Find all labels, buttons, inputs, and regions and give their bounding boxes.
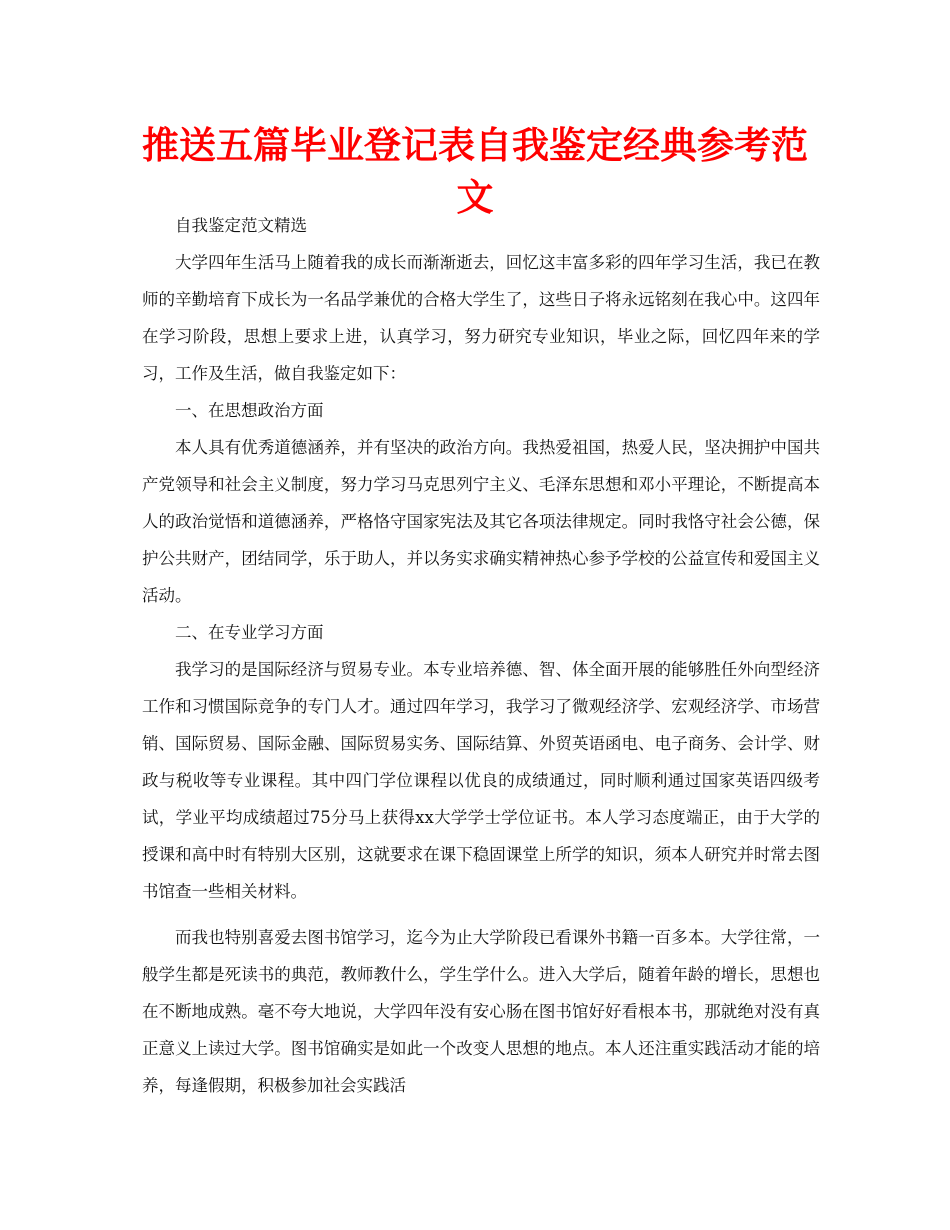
paragraph-politics: 本人具有优秀道德涵养，并有坚决的政治方向。我热爱祖国，热爱人民，坚决拥护中国共产党领导和社会主义制度，努力学习马克思列宁主义、毛泽东思想和邓小平理论，不断提高本人的政治觉悟和道德涵养，严格恪守国家宪法及其它各项法律规定。同时我恪守社会公德，保护公共财产，团结同学，乐于助人，并以务实求确实精神热心参予学校的公益宣传和爱国主义活动。	[142, 438, 820, 605]
paragraph-study: 我学习的是国际经济与贸易专业。本专业培养德、智、体全面开展的能够胜任外向型经济工作和习惯国际竞争的专门人才。通过四年学习，我学习了微观经济学、宏观经济学、市场营销、国际贸易、国际金融、国际贸易实务、国际结算、外贸英语函电、电子商务、会计学、财政与税收等专业课程。其中四门学位课程以优良的成绩通过，同时顺利通过国家英语四级考试，学业平均成绩超过75分马上获得xx大学学士学位证书。本人学习态度端正，由于大学的授课和高中时有特别大区别，这就要求在课下稳固课堂上所学的知识，须本人研究并时常去图书馆查一些相关材料。	[142, 660, 820, 901]
paragraph-library: 而我也特别喜爱去图书馆学习，迄今为止大学阶段已看课外书籍一百多本。大学往常，一般学生都是死读书的典范，教师教什么，学生学什么。进入大学后，随着年龄的增长，思想也在不断地成熟。毫不夸大地说，大学四年没有安心肠在图书馆好好看根本书，那就绝对没有真正意义上读过大学。图书馆确实是如此一个改变人思想的地点。本人还注重实践活动才能的培养，每逢假期，积极参加社会实践活	[142, 928, 820, 1095]
section-heading-politics: 一、在思想政治方面	[175, 401, 324, 420]
document-title: 推送五篇毕业登记表自我鉴定经典参考范文	[142, 124, 808, 219]
paragraph-intro-heading: 自我鉴定范文精选	[175, 216, 307, 235]
section-heading-study: 二、在专业学习方面	[175, 623, 324, 642]
document-body	[142, 207, 820, 1104]
paragraph-intro: 大学四年生活马上随着我的成长而渐渐逝去，回忆这丰富多彩的四年学习生活，我已在教师的辛勤培育下成长为一名品学兼优的合格大学生了，这些日子将永远铭刻在我心中。这四年在学习阶段，思想上要求上进，认真学习，努力研究专业知识，毕业之际，回忆四年来的学习，工作及生活，做自我鉴定如下：	[142, 253, 820, 383]
